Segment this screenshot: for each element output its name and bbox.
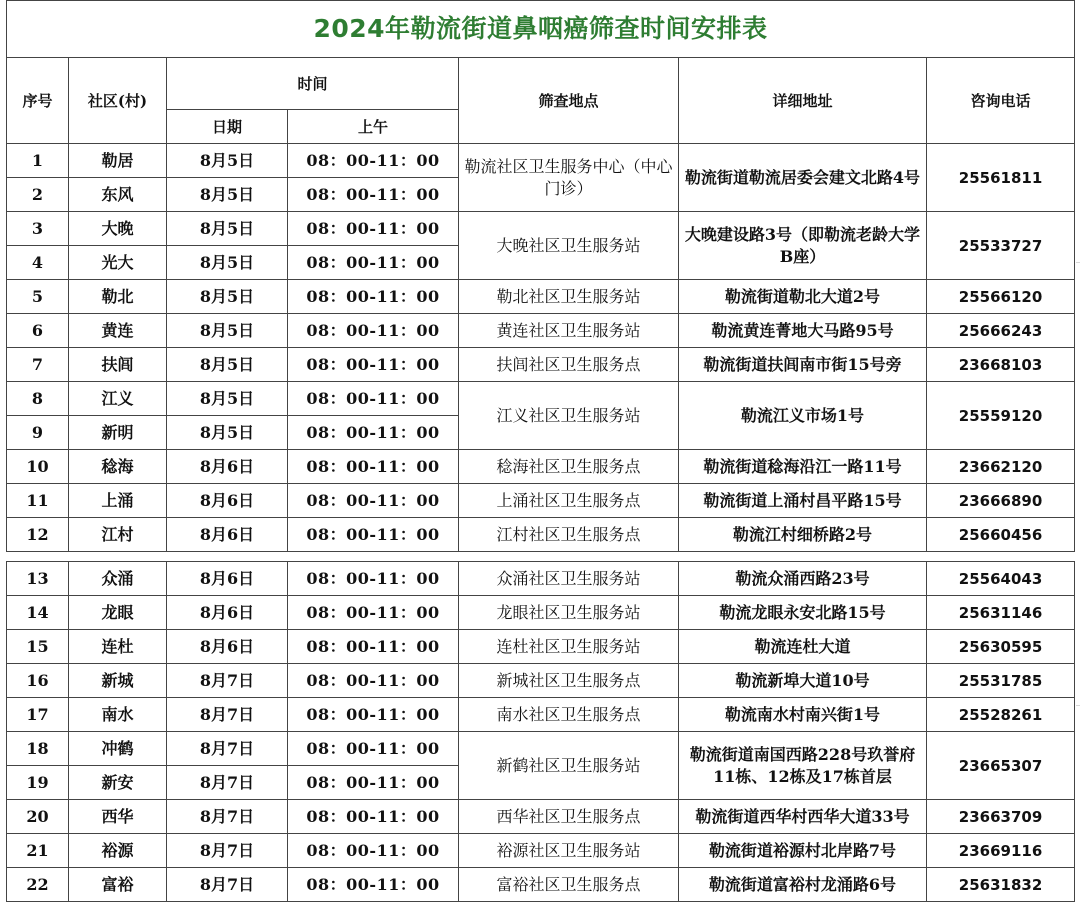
row-phone: 25531785	[927, 664, 1075, 698]
row-time: 08：00-11：00	[288, 246, 459, 280]
row-address: 勒流街道稔海沿江一路11号	[679, 450, 927, 484]
row-site: 上涌社区卫生服务点	[459, 484, 679, 518]
row-date: 8月7日	[167, 868, 288, 902]
table-row	[7, 212, 1075, 246]
row-time: 08：00-11：00	[288, 766, 459, 800]
row-date: 8月7日	[167, 698, 288, 732]
row-address: 勒流街道扶闾南市街15号旁	[679, 348, 927, 382]
row-date: 8月6日	[167, 562, 288, 596]
row-community: 江村	[69, 518, 167, 552]
row-community: 新明	[69, 416, 167, 450]
row-address: 勒流南水村南兴街1号	[679, 698, 927, 732]
row-community: 扶闾	[69, 348, 167, 382]
row-site: 大晚社区卫生服务站	[459, 212, 679, 280]
row-time: 08：00-11：00	[288, 562, 459, 596]
row-time: 08：00-11：00	[288, 450, 459, 484]
row-date: 8月5日	[167, 178, 288, 212]
row-address: 勒流街道勒北大道2号	[679, 280, 927, 314]
row-time: 08：00-11：00	[288, 484, 459, 518]
row-phone: 25533727	[927, 212, 1075, 280]
header-seq: 序号	[7, 58, 69, 144]
row-seq: 15	[7, 630, 69, 664]
row-seq: 10	[7, 450, 69, 484]
row-date: 8月7日	[167, 766, 288, 800]
row-date: 8月5日	[167, 314, 288, 348]
row-phone: 23668103	[927, 348, 1075, 382]
table-row	[7, 144, 1075, 178]
scan-artifact	[1076, 705, 1080, 706]
row-date: 8月5日	[167, 246, 288, 280]
row-site: 南水社区卫生服务点	[459, 698, 679, 732]
row-community: 龙眼	[69, 596, 167, 630]
row-address: 勒流新埠大道10号	[679, 664, 927, 698]
row-date: 8月6日	[167, 518, 288, 552]
row-address: 勒流众涌西路23号	[679, 562, 927, 596]
table-gap-cell	[7, 552, 1075, 562]
row-phone: 25631832	[927, 868, 1075, 902]
row-address: 勒流黄连菁地大马路95号	[679, 314, 927, 348]
row-time: 08：00-11：00	[288, 314, 459, 348]
row-community: 富裕	[69, 868, 167, 902]
row-site: 新鹤社区卫生服务站	[459, 732, 679, 800]
row-community: 大晚	[69, 212, 167, 246]
row-time: 08：00-11：00	[288, 868, 459, 902]
row-seq: 6	[7, 314, 69, 348]
row-community: 众涌	[69, 562, 167, 596]
row-seq: 18	[7, 732, 69, 766]
header-morning: 上午	[288, 110, 459, 144]
row-community: 东风	[69, 178, 167, 212]
row-phone: 23663709	[927, 800, 1075, 834]
row-site: 龙眼社区卫生服务站	[459, 596, 679, 630]
table-row	[7, 382, 1075, 416]
row-community: 新安	[69, 766, 167, 800]
row-phone: 23662120	[927, 450, 1075, 484]
row-community: 西华	[69, 800, 167, 834]
page-title: 2024年勒流街道鼻咽癌筛查时间安排表	[7, 1, 1075, 58]
row-community: 勒居	[69, 144, 167, 178]
row-phone: 25564043	[927, 562, 1075, 596]
row-seq: 3	[7, 212, 69, 246]
row-seq: 5	[7, 280, 69, 314]
row-site: 富裕社区卫生服务点	[459, 868, 679, 902]
row-date: 8月7日	[167, 732, 288, 766]
row-phone: 25660456	[927, 518, 1075, 552]
row-phone: 25528261	[927, 698, 1075, 732]
row-time: 08：00-11：00	[288, 630, 459, 664]
table-row	[7, 732, 1075, 766]
row-seq: 16	[7, 664, 69, 698]
table-row	[7, 348, 1075, 382]
row-seq: 21	[7, 834, 69, 868]
header-phone: 咨询电话	[927, 58, 1075, 144]
row-date: 8月5日	[167, 212, 288, 246]
row-site: 黄连社区卫生服务站	[459, 314, 679, 348]
row-time: 08：00-11：00	[288, 382, 459, 416]
row-date: 8月6日	[167, 630, 288, 664]
table-row	[7, 562, 1075, 596]
row-seq: 4	[7, 246, 69, 280]
table-row	[7, 868, 1075, 902]
row-date: 8月5日	[167, 416, 288, 450]
table-row	[7, 664, 1075, 698]
row-community: 稔海	[69, 450, 167, 484]
table-row	[7, 834, 1075, 868]
scan-artifact	[1076, 262, 1080, 263]
row-phone: 25631146	[927, 596, 1075, 630]
row-date: 8月5日	[167, 348, 288, 382]
row-time: 08：00-11：00	[288, 596, 459, 630]
row-seq: 12	[7, 518, 69, 552]
row-site: 勒流社区卫生服务中心（中心门诊）	[459, 144, 679, 212]
row-seq: 11	[7, 484, 69, 518]
row-site: 江村社区卫生服务点	[459, 518, 679, 552]
row-seq: 14	[7, 596, 69, 630]
row-address: 勒流街道裕源村北岸路7号	[679, 834, 927, 868]
row-date: 8月5日	[167, 144, 288, 178]
table-row	[7, 518, 1075, 552]
row-seq: 19	[7, 766, 69, 800]
row-phone: 25630595	[927, 630, 1075, 664]
row-community: 黄连	[69, 314, 167, 348]
row-community: 南水	[69, 698, 167, 732]
header-time: 时间	[167, 58, 459, 110]
table-row	[7, 800, 1075, 834]
table-gap	[7, 552, 1075, 562]
row-phone: 23669116	[927, 834, 1075, 868]
row-time: 08：00-11：00	[288, 280, 459, 314]
row-address: 勒流街道富裕村龙涌路6号	[679, 868, 927, 902]
row-time: 08：00-11：00	[288, 144, 459, 178]
row-community: 江义	[69, 382, 167, 416]
row-date: 8月7日	[167, 800, 288, 834]
row-community: 冲鹤	[69, 732, 167, 766]
schedule-sheet	[6, 0, 1074, 902]
row-site: 勒北社区卫生服务站	[459, 280, 679, 314]
table-row	[7, 314, 1075, 348]
row-seq: 20	[7, 800, 69, 834]
header-community: 社区(村)	[69, 58, 167, 144]
row-date: 8月6日	[167, 484, 288, 518]
row-address: 勒流连杜大道	[679, 630, 927, 664]
row-seq: 22	[7, 868, 69, 902]
row-community: 勒北	[69, 280, 167, 314]
row-date: 8月7日	[167, 664, 288, 698]
table-row	[7, 280, 1075, 314]
row-seq: 13	[7, 562, 69, 596]
row-date: 8月6日	[167, 596, 288, 630]
row-seq: 8	[7, 382, 69, 416]
row-community: 上涌	[69, 484, 167, 518]
row-time: 08：00-11：00	[288, 664, 459, 698]
row-site: 扶闾社区卫生服务点	[459, 348, 679, 382]
row-date: 8月6日	[167, 450, 288, 484]
row-phone: 25566120	[927, 280, 1075, 314]
row-site: 众涌社区卫生服务站	[459, 562, 679, 596]
row-seq: 2	[7, 178, 69, 212]
screening-schedule-table	[6, 0, 1075, 902]
row-site: 西华社区卫生服务点	[459, 800, 679, 834]
row-time: 08：00-11：00	[288, 834, 459, 868]
row-site: 稔海社区卫生服务点	[459, 450, 679, 484]
row-seq: 1	[7, 144, 69, 178]
row-time: 08：00-11：00	[288, 732, 459, 766]
row-address: 勒流街道南国西路228号玖誉府11栋、12栋及17栋首层	[679, 732, 927, 800]
row-time: 08：00-11：00	[288, 348, 459, 382]
row-phone: 25561811	[927, 144, 1075, 212]
row-time: 08：00-11：00	[288, 212, 459, 246]
row-site: 连杜社区卫生服务站	[459, 630, 679, 664]
row-site: 新城社区卫生服务点	[459, 664, 679, 698]
row-address: 勒流街道上涌村昌平路15号	[679, 484, 927, 518]
row-phone: 25559120	[927, 382, 1075, 450]
row-time: 08：00-11：00	[288, 416, 459, 450]
row-address: 大晚建设路3号（即勒流老龄大学B座）	[679, 212, 927, 280]
row-date: 8月5日	[167, 382, 288, 416]
table-row	[7, 484, 1075, 518]
row-site: 江义社区卫生服务站	[459, 382, 679, 450]
row-phone: 25666243	[927, 314, 1075, 348]
row-address: 勒流街道勒流居委会建文北路4号	[679, 144, 927, 212]
row-time: 08：00-11：00	[288, 178, 459, 212]
row-time: 08：00-11：00	[288, 698, 459, 732]
header-site: 筛查地点	[459, 58, 679, 144]
row-phone: 23665307	[927, 732, 1075, 800]
row-time: 08：00-11：00	[288, 518, 459, 552]
row-phone: 23666890	[927, 484, 1075, 518]
row-address: 勒流龙眼永安北路15号	[679, 596, 927, 630]
row-seq: 9	[7, 416, 69, 450]
row-address: 勒流街道西华村西华大道33号	[679, 800, 927, 834]
table-row	[7, 698, 1075, 732]
row-seq: 7	[7, 348, 69, 382]
row-time: 08：00-11：00	[288, 800, 459, 834]
row-site: 裕源社区卫生服务站	[459, 834, 679, 868]
table-row	[7, 596, 1075, 630]
header-address: 详细地址	[679, 58, 927, 144]
row-date: 8月7日	[167, 834, 288, 868]
row-address: 勒流江村细桥路2号	[679, 518, 927, 552]
row-address: 勒流江义市场1号	[679, 382, 927, 450]
row-date: 8月5日	[167, 280, 288, 314]
table-row	[7, 630, 1075, 664]
row-seq: 17	[7, 698, 69, 732]
header-date: 日期	[167, 110, 288, 144]
row-community: 裕源	[69, 834, 167, 868]
row-community: 光大	[69, 246, 167, 280]
row-community: 连杜	[69, 630, 167, 664]
table-row	[7, 450, 1075, 484]
row-community: 新城	[69, 664, 167, 698]
